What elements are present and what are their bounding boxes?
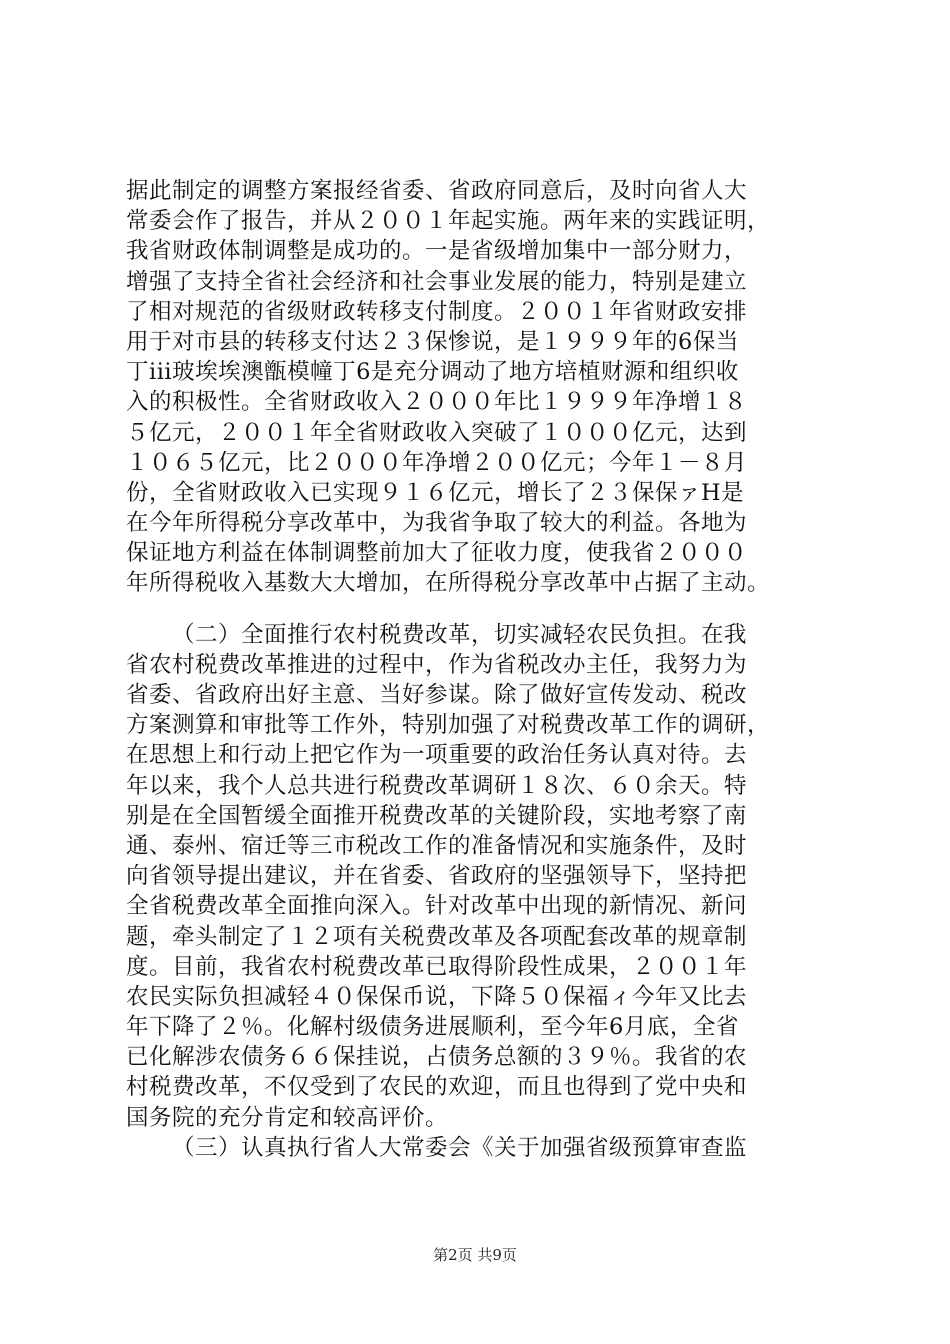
text-line: ５亿元，２００１年全省财政收入突破了１０００亿元，达到 bbox=[126, 419, 748, 446]
page-footer bbox=[0, 1244, 950, 1265]
text-line: （三）认真执行省人大常委会《关于加强省级预算审查监 bbox=[172, 1134, 748, 1161]
text-line: 农民实际负担减轻４０保保币说，下降５０保福ィ今年又比去 bbox=[126, 983, 748, 1010]
text-line: 年以来，我个人总共进行税费改革调研１８次、６０余天。特 bbox=[126, 772, 748, 799]
text-line: 题，牵头制定了１２项有关税费改革及各项配套改革的规章制 bbox=[126, 923, 748, 950]
text-line: 省委、省政府出好主意、当好参谋。除了做好宣传发动、税改 bbox=[126, 682, 748, 708]
text-line: 用于对市县的转移支付达２３保惨说，是１９９９年的6保当 bbox=[126, 328, 739, 355]
text-line: 保证地方利益在体制调整前加大了征收力度，使我省２０００ bbox=[126, 540, 748, 567]
text-line: 年下降了２％。化解村级债务进展顺利，至今年6月底，全省 bbox=[126, 1014, 739, 1041]
text-line: 村税费改革，不仅受到了农民的欢迎，而且也得到了党中央和 bbox=[126, 1074, 748, 1101]
text-line: 入的积极性。全省财政收入２０００年比１９９９年净增１８ bbox=[126, 389, 748, 416]
text-line: （二）全面推行农村税费改革，切实减轻农民负担。在我 bbox=[172, 621, 748, 648]
text-line: 了相对规范的省级财政转移支付制度。２００１年省财政安排 bbox=[126, 298, 748, 325]
text-line: 度。目前，我省农村税费改革已取得阶段性成果，２００１年 bbox=[126, 953, 748, 980]
page-number: 第2页 共9页 bbox=[433, 1246, 517, 1264]
text-line: 别是在全国暂缓全面推开税费改革的关键阶段，实地考察了南 bbox=[126, 802, 748, 829]
text-line: 国务院的充分肯定和较高评价。 bbox=[126, 1104, 449, 1131]
paragraph-2 bbox=[126, 620, 838, 1133]
paragraph-spacer bbox=[126, 599, 838, 620]
text-line: 全省税费改革全面推向深入。针对改革中出现的新情况、新问 bbox=[126, 893, 748, 920]
text-line: 省农村税费改革推进的过程中，作为省税改办主任，我努力为 bbox=[126, 651, 748, 678]
text-line: 年所得税收入基数大大增加，在所得税分享改革中占据了主动。 bbox=[126, 570, 771, 597]
text-line: 常委会作了报告，并从２００１年起实施。两年来的实践证明， bbox=[126, 208, 771, 235]
text-line: 丁iii玻埃埃澳甑模幢丁6是充分调动了地方培植财源和组织收 bbox=[126, 359, 739, 386]
text-line: １０６５亿元，比２０００年净增２００亿元；今年１－８月 bbox=[126, 449, 748, 476]
text-line: 在今年所得税分享改革中，为我省争取了较大的利益。各地为 bbox=[126, 510, 748, 537]
text-line: 在思想上和行动上把它作为一项重要的政治任务认真对待。去 bbox=[126, 742, 748, 769]
text-line: 增强了支持全省社会经济和社会事业发展的能力，特别是建立 bbox=[126, 268, 748, 295]
text-line: 份，全省财政收入已实现９１６亿元，增长了２３保保ァH是 bbox=[126, 479, 745, 506]
text-line: 据此制定的调整方案报经省委、省政府同意后，及时向省人大 bbox=[126, 178, 748, 204]
text-line: 通、泰州、宿迁等三市税改工作的准备情况和实施条件，及时 bbox=[126, 832, 748, 859]
text-line: 方案测算和审批等工作外，特别加强了对税费改革工作的调研， bbox=[126, 712, 771, 739]
document-body bbox=[126, 176, 838, 1163]
paragraph-1 bbox=[126, 176, 838, 599]
paragraph-3 bbox=[126, 1133, 838, 1163]
text-line: 向省领导提出建议，并在省委、省政府的坚强领导下，坚持把 bbox=[126, 863, 748, 890]
text-line: 已化解涉农债务６６保挂说，占债务总额的３９％。我省的农 bbox=[126, 1044, 748, 1071]
text-line: 我省财政体制调整是成功的。一是省级增加集中一部分财力， bbox=[126, 238, 748, 265]
